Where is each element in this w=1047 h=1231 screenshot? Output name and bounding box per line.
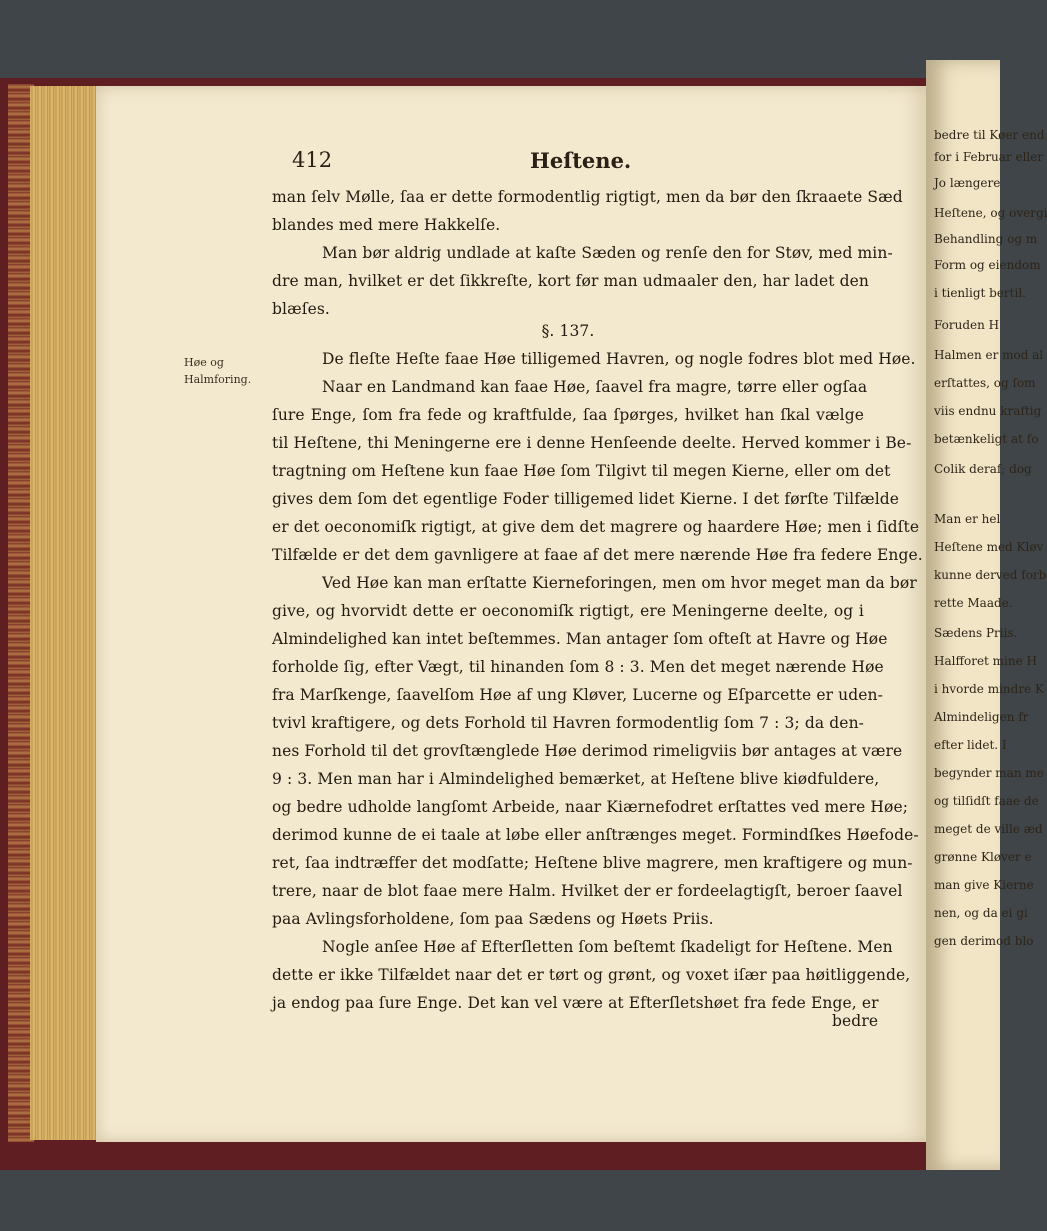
page-edges [30, 86, 102, 1140]
text-line: Man bør aldrig undlade at kaſte Sæden og renſe den for Støv, med min- [322, 244, 893, 262]
facing-text-line: Colik deraf; dog [934, 462, 1032, 476]
text-line: give, og hvorvidt dette er oeconomiſk rigtigt, ere Meningerne deelte, og i [272, 602, 864, 620]
text-line: ſure Enge, ſom fra fede og kraftfulde, ſaa ſpørges, hvilket han ſkal vælge [272, 406, 864, 424]
section-heading: §. 137. [541, 322, 595, 340]
catchword: bedre [832, 1012, 879, 1030]
text-line: fra Marſkenge, ſaavelſom Høe af ung Kløver, Lucerne og Eſparcette er uden- [272, 686, 883, 704]
text-line: Almindelighed kan intet beſtemmes. Man antager ſom ofteſt at Havre og Høe [272, 630, 888, 648]
text-line: til Heſtene, thi Meningerne ere i denne Henſeende deelte. Herved kommer i Be- [272, 434, 912, 452]
facing-text-line: Halfforet mine H [934, 654, 1038, 668]
facing-text-line: rette Maade. [934, 596, 1013, 610]
facing-text-line: betænkeligt at fo [934, 432, 1039, 446]
text-line: ja endog paa ſure Enge. Det kan vel være at Efterſletshøet fra fede Enge, er [272, 994, 879, 1012]
facing-page [926, 60, 1047, 1170]
facing-text-line: i tienligt bertil. [934, 286, 1026, 300]
facing-text-line: nen, og da ei gi [934, 906, 1028, 920]
facing-text-line: viis endnu kraftig [934, 404, 1042, 418]
facing-text-line: Almindeligen fr [934, 710, 1029, 724]
text-line: forholde ſig, efter Vægt, til hinanden ſom 8 : 3. Men det meget nærende Høe [272, 658, 884, 676]
text-line: og bedre udholde langſomt Arbeide, naar Kiærnefodret erſtattes ved mere Høe; [272, 798, 909, 816]
text-line: De fleſte Heſte faae Høe tilligemed Havren, og nogle fodres blot med Høe. [322, 350, 916, 368]
text-line: tragtning om Heſtene kun faae Høe ſom Tilgivt til megen Kierne, eller om det [272, 462, 891, 480]
page-number: 412 [292, 148, 333, 172]
text-line: 9 : 3. Men man har i Almindelighed bemærket, at Heſtene blive kiødfuldere, [272, 770, 880, 788]
text-line: Naar en Landmand kan faae Høe, ſaavel fra magre, tørre eller ogſaa [322, 378, 868, 396]
text-line: paa Avlingsforholdene, ſom paa Sædens og Høets Priis. [272, 910, 714, 928]
text-line: ret, ſaa indtræffer det modſatte; Heſtene blive magrere, men kraftigere og mun- [272, 854, 913, 872]
text-line: dette er ikke Tilfældet naar det er tørt og grønt, og voxet iſær paa høitliggende, [272, 966, 911, 984]
facing-text-line: for i Februar eller [934, 150, 1044, 164]
facing-text-line: Man er hel [934, 512, 1001, 526]
text-line: man ſelv Mølle, ſaa er dette formodentlig rigtigt, men da bør den ſkraaete Sæd [272, 188, 903, 206]
facing-text-line: Foruden H [934, 318, 1000, 332]
text-line: gives dem ſom det egentlige Foder tilligemed lidet Kierne. I det førſte Tilfælde [272, 490, 900, 508]
facing-text-line: Jo længere [934, 176, 1001, 190]
text-line: Ved Høe kan man erſtatte Kierneforingen, men om hvor meget man da bør [322, 574, 917, 592]
text-line: er det oeconomiſk rigtigt, at give dem det magrere og haardere Høe; men i ſidſte [272, 518, 920, 536]
facing-text-line: efter lidet. I [934, 738, 1007, 752]
text-line: Tilfælde er det dem gavnligere at faae af det mere nærende Høe fra federe Enge. [272, 546, 923, 564]
facing-text-line: i hvorde mindre K [934, 682, 1044, 696]
text-line: nes Forhold til det grovſtænglede Høe derimod rimeligviis bør antages at være [272, 742, 903, 760]
text-line: dre man, hvilket er det ſikkreſte, kort før man udmaaler den, har ladet den [272, 272, 870, 290]
facing-text-line: gen derimod blo [934, 934, 1034, 948]
facing-text-line: Halmen er mod al [934, 348, 1044, 362]
text-line: blæſes. [272, 300, 330, 318]
margin-note-line-1: Høe og [184, 356, 224, 369]
facing-text-line: grønne Kløver e [934, 850, 1032, 864]
facing-text-line: Sædens Priis. [934, 626, 1018, 640]
facing-text-line: man give Kierne [934, 878, 1034, 892]
text-line: derimod kunne de ei taale at løbe eller anſtrænges meget. Formindſkes Høefode- [272, 826, 919, 844]
facing-text-line: Form og eiendom [934, 258, 1041, 272]
margin-note-line-2: Halmforing. [184, 373, 252, 386]
text-line: blandes med mere Hakkelſe. [272, 216, 501, 234]
facing-text-line: meget de ville æd [934, 822, 1043, 836]
text-line: tvivl kraftigere, og dets Forhold til Havren formodentlig ſom 7 : 3; da den- [272, 714, 864, 732]
text-line: trere, naar de blot faae mere Halm. Hvilket der er fordeelagtigſt, beroer ſaavel [272, 882, 903, 900]
facing-text-line: Heſtene, og overgi [934, 206, 1047, 220]
facing-text-line: erſtattes, og ſom [934, 376, 1036, 390]
facing-text-line: Heſtene med Kløv [934, 540, 1044, 554]
facing-text-line: og tilſidſt faae de [934, 794, 1039, 808]
facing-text-line: kunne derved forb [934, 568, 1047, 582]
facing-text-line: Behandling og m [934, 232, 1038, 246]
text-line: Nogle anſee Høe af Efterſletten ſom beſtemt ſkadeligt for Heſtene. Men [322, 938, 893, 956]
facing-text-line: begynder man me [934, 766, 1044, 780]
running-head: Heſtene. [530, 148, 632, 173]
facing-text-line: bedre til Køer end [934, 128, 1045, 142]
